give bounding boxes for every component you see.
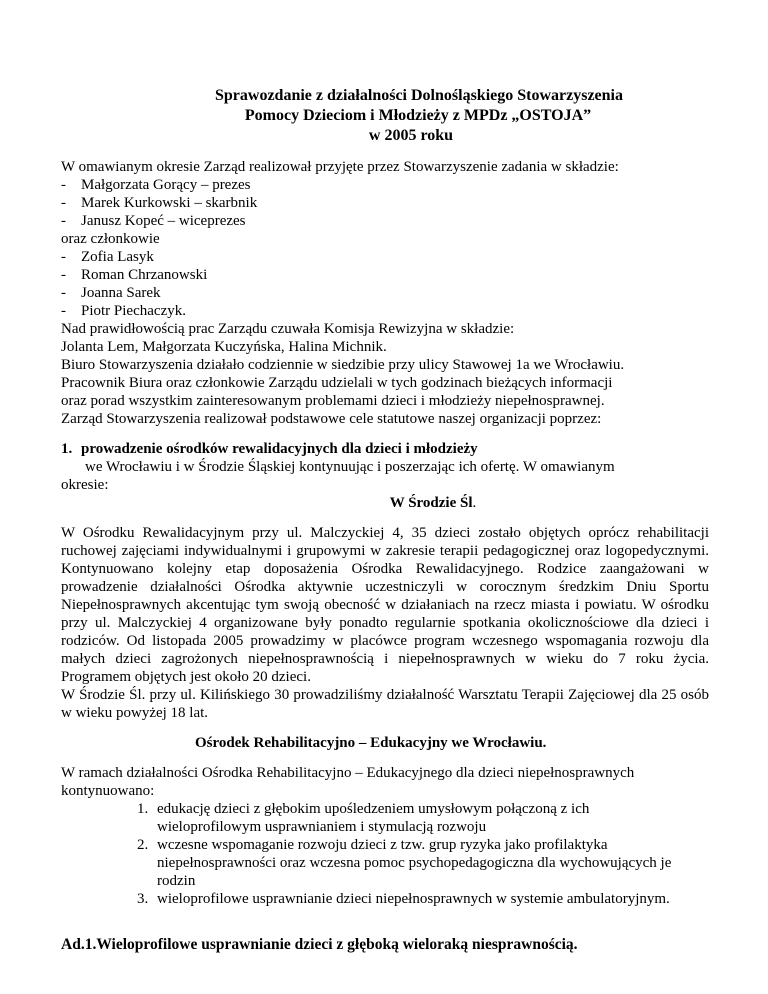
- office-line: Pracownik Biura oraz członkowie Zarządu udzielali w tych godzinach bieżących informacji: [61, 375, 613, 391]
- item-text: edukację dzieci z głębokim upośledzeniem umysłowym połączoną z ich: [157, 801, 590, 817]
- section-1-title: prowadzenie ośrodków rewalidacyjnych dla dzieci i młodzieży: [81, 441, 478, 457]
- wroclaw-list: [61, 800, 709, 908]
- board-member: - Janusz Kopeć – wiceprezes: [61, 212, 709, 230]
- office-line: Biuro Stowarzyszenia działało codziennie w siedzibie przy ulicy Stawowej 1a we Wrocławiu.: [61, 357, 625, 373]
- member: - Roman Chrzanowski: [61, 266, 709, 284]
- members-label: oraz członkowie: [61, 231, 160, 247]
- title-line-1: Sprawozdanie z działalności Dolnośląskiego Stowarzyszenia: [214, 87, 623, 104]
- goals-line: Zarząd Stowarzyszenia realizował podstawowe cele statutowe naszej organizacji poprzez:: [61, 411, 602, 427]
- audit-names: Jolanta Lem, Małgorzata Kuczyńska, Halina Michnik.: [61, 339, 387, 355]
- wroclaw-heading: Ośrodek Rehabilitacyjno – Edukacyjny we Wrocławiu.: [195, 735, 547, 751]
- member: - Zofia Lasyk: [61, 248, 709, 266]
- document-page: [61, 86, 709, 954]
- section-number: 1.: [61, 441, 73, 457]
- member: - Piotr Piechaczyk.: [61, 302, 709, 320]
- section-1-heading: [61, 440, 709, 458]
- sroda-subheading: [61, 494, 709, 512]
- intro-text: W omawianym okresie Zarząd realizował przyjęte przez Stowarzyszenie zadania w składzie:: [61, 159, 619, 175]
- sroda-subheading-period: .: [472, 495, 477, 511]
- wroclaw-intro: kontynuowano:: [61, 783, 155, 799]
- wroclaw-intro: W ramach działalności Ośrodka Rehabilitacyjno – Edukacyjnego dla dzieci niepełnosprawnych: [61, 765, 635, 781]
- ad1-heading: Ad.1.Wieloprofilowe usprawnianie dzieci z głęboką wieloraką niesprawnością.: [61, 936, 578, 953]
- item-text: wieloprofilowe usprawnianie dzieci niepełnosprawnych w systemie ambulatoryjnym.: [157, 891, 670, 907]
- list-item: [61, 800, 709, 836]
- item-text: rodzin: [157, 873, 196, 889]
- item-text: wczesne wspomaganie rozwoju dzieci z tzw. grup ryzyka jako profilaktyka: [157, 837, 608, 853]
- title-line-2: Pomocy Dzieciom i Młodzieży z MPDz „OSTOJA”: [244, 107, 592, 124]
- warsztat-paragraph: W Środzie Śl. przy ul. Kilińskiego 30 prowadziliśmy działalność Warsztatu Terapii Zajęciowej dla 25 osób w wieku powyżej 18 lat.: [61, 687, 709, 721]
- item-number: 3.: [137, 891, 149, 907]
- board-list: [61, 176, 709, 230]
- board-member: - Małgorzata Gorący – prezes: [61, 176, 709, 194]
- list-item: [61, 836, 709, 890]
- document-title: [61, 86, 709, 146]
- section-1-line: we Wrocławiu i w Środzie Śląskiej kontynuując i poszerzając ich ofertę. W omawianym: [85, 459, 615, 475]
- audit-line: Nad prawidłowością prac Zarządu czuwała Komisja Rewizyjna w składzie:: [61, 321, 515, 337]
- title-line-3: w 2005 roku: [368, 127, 454, 144]
- members-list: [61, 248, 709, 320]
- list-item: [61, 890, 709, 908]
- item-number: 1.: [137, 801, 149, 817]
- member: - Joanna Sarek: [61, 284, 709, 302]
- board-member: - Marek Kurkowski – skarbnik: [61, 194, 709, 212]
- item-number: 2.: [137, 837, 149, 853]
- office-line: oraz porad wszystkim zainteresowanym problemami dzieci i młodzieży niepełnosprawnej.: [61, 393, 605, 409]
- item-text: wieloprofilowym usprawnianiem i stymulacją rozwoju: [157, 819, 487, 835]
- section-1-line: okresie:: [61, 477, 109, 493]
- item-text: niepełnosprawności oraz wczesna pomoc psychopedagogiczna dla wychowujących je: [157, 855, 672, 871]
- sroda-paragraph: W Ośrodku Rewalidacyjnym przy ul. Malczyckiej 4, 35 dzieci zostało objętych oprócz rehabilitacji ruchowej zajęciami indywidualnymi i grupowymi w zakresie terapii pedagogicznej oraz logopedycznymi. Kontynuowano kolejny etap doposażenia Ośrodka Rewalidacyjnego. Rodzice zaangażowani w prowadzenie działalności Ośrodka aktywnie uczestniczyli w corocznym średzkim Dniu Sportu Niepełnosprawnych akcentując tym swoją obecność w działaniach na rzecz miasta i powiatu. W ośrodku przy ul. Malczyckiej 4 organizowane były ponadto regularnie spotkania okolicznościowe dla dzieci i rodziców. Od listopada 2005 prowadzimy w placówce program wczesnego wspomagania rozwoju dla małych dzieci zagrożonych niepełnosprawnością i niepełnosprawnych w wieku do 7 roku życia. Programem objętych jest około 20 dzieci.: [61, 525, 709, 685]
- sroda-subheading-text: W Środzie Śl: [389, 495, 473, 511]
